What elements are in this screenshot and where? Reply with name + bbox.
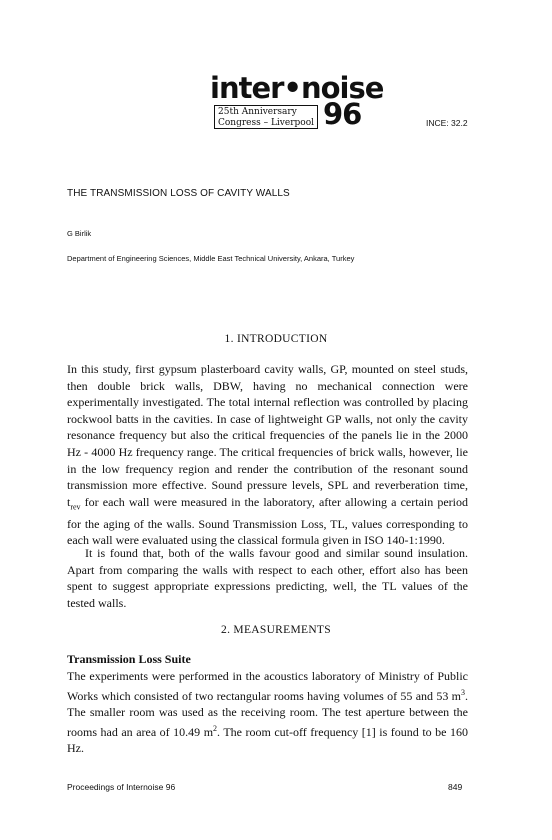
logo-box-line2: Congress – Liverpool	[218, 117, 314, 128]
intro-paragraph-1	[67, 361, 468, 549]
conference-logo	[208, 71, 384, 134]
author: G Birlik	[67, 229, 92, 238]
section-heading-introduction: 1. INTRODUCTION	[224, 333, 328, 345]
logo-wordmark: inter•noise	[210, 71, 384, 105]
intro-text-part2: for each wall were measured in the laboratory, after allowing a certain period for the aging of the walls. Sound Transmission Loss, TL, values corresponding to each wall were evaluated using the classical formula given in ISO 140-1:1990.	[67, 494, 468, 548]
subscript-rev: rev	[70, 502, 81, 512]
meas-text-part1: The experiments were performed in the acoustics laboratory of Ministry of Public Works which consisted of two rectangular rooms having volumes of 55 and 53 m	[67, 669, 468, 703]
measurements-paragraph	[67, 668, 468, 757]
meas-text-part3: . The room cut-off frequency [1] is found to be 160 Hz.	[67, 724, 468, 756]
paper-code: INCE: 32.2	[426, 118, 468, 128]
affiliation: Department of Engineering Sciences, Middle East Technical University, Ankara, Turkey	[67, 254, 355, 263]
paper-title: THE TRANSMISSION LOSS OF CAVITY WALLS	[67, 188, 290, 199]
superscript-3: 3	[461, 687, 465, 697]
page-number: 849	[448, 782, 463, 792]
footer-proceedings: Proceedings of Internoise 96	[67, 782, 176, 792]
intro-text-part1: In this study, first gypsum plasterboard cavity walls, GP, mounted on steel studs, then double brick walls, DBW, having no mechanical connection were experimentally investigated. The total internal reflection was controlled by placing rockwool batts in the cavities. In case of lightweight GP walls, not only the cavity resonance frequency but also the critical frequencies of the panels lie in the 2000 Hz - 4000 Hz frequency range. The critical frequencies of brick walls, however, lie in the low frequency region and render the contribution of the resonant sound transmission more effective. Sound pressure levels, SPL and reverberation time, t	[67, 362, 468, 509]
logo-box-line1: 25th Anniversary	[218, 107, 297, 117]
section-heading-measurements: 2. MEASUREMENTS	[221, 624, 331, 636]
superscript-2: 2	[213, 723, 218, 733]
intro-paragraph-2: It is found that, both of the walls favour good and similar sound insulation. Apart from comparing the walls with respect to each other, effort also has been spent to suggest appropriate expressions predicting, well, the TL values of the tested walls.	[67, 546, 468, 610]
logo-anniversary-box	[214, 105, 318, 129]
subsection-heading: Transmission Loss Suite	[67, 652, 191, 666]
meas-text-part2: . The smaller room was used as the receiving room. The test aperture between the rooms had an area of 10.49 m	[67, 688, 468, 739]
logo-year: 96	[323, 97, 362, 131]
